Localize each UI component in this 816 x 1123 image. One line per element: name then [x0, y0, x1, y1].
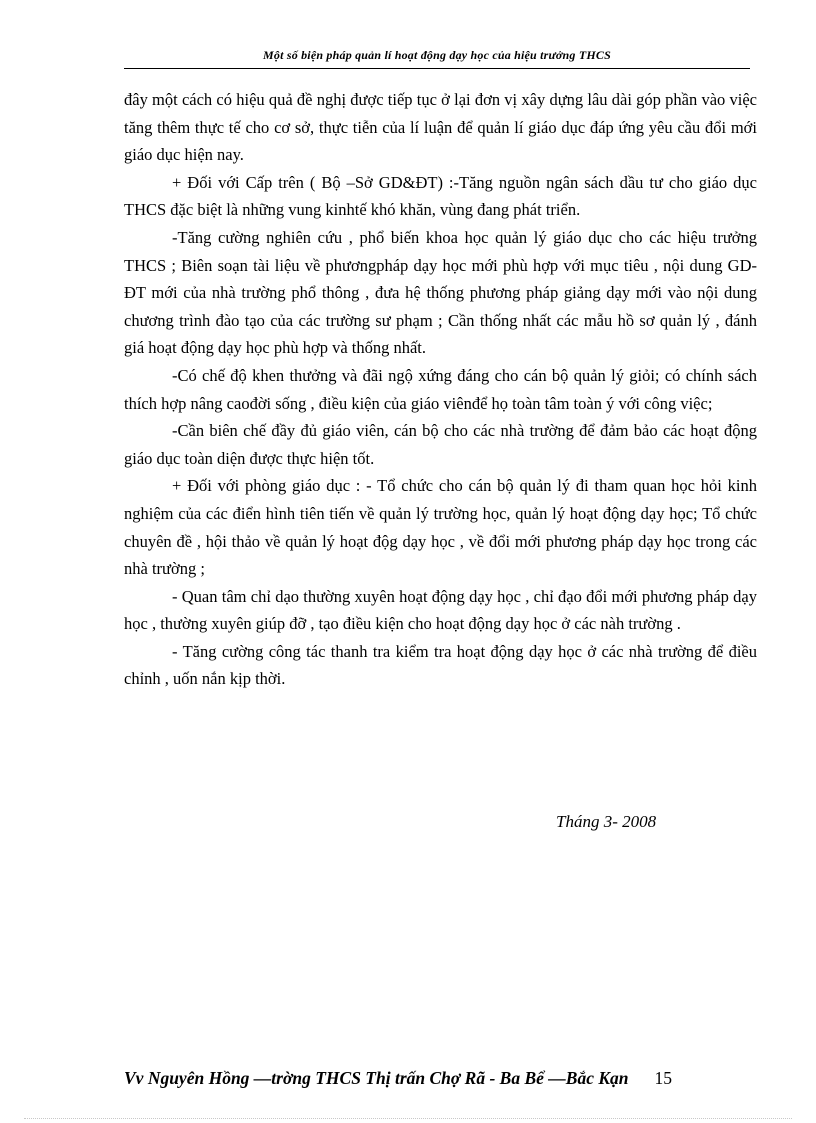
page-footer — [124, 1068, 744, 1089]
paragraph-2: + Đối với Cấp trên ( Bộ –Sở GD&ĐT) :-Tăng nguồn ngân sách dầu tư cho giáo dục THCS đặc biệt là những vung kinhtế khó khăn, vùng đang phát triển. — [124, 172, 757, 220]
document-body — [124, 86, 757, 693]
paragraph-6: + Đối với phòng giáo dục : - Tổ chức cho cán bộ quản lý đi tham quan học hỏi kinh nghiệm của các điển hình tiên tiến về quản lý trường học, quản lý hoạt động dạy học; Tổ chức chuyên đề , hội thảo về quản lý hoạt độg dạy học , về đổi mới phương pháp dạy học trong các nhà trường ; — [124, 476, 757, 579]
footer-divider — [24, 1118, 792, 1119]
footer-author-line: Vv Nguyên Hồng —trờng THCS Thị trấn Chợ Rã - Ba Bể —Bắc Kạn — [124, 1068, 629, 1088]
paragraph-4: -Có chế độ khen thưởng và đãi ngộ xứng đáng cho cán bộ quản lý giỏi; có chính sách thích hợp nâng caođời sống , điều kiện của giáo viênđể họ toàn tâm toàn ý với công việc; — [124, 365, 757, 413]
running-header-title: Một số biện pháp quản lí hoạt động dạy học của hiệu trưởng THCS — [263, 48, 611, 62]
document-date: Tháng 3- 2008 — [556, 812, 657, 831]
paragraph-8: - Tăng cường công tác thanh tra kiểm tra hoạt động dạy học ở các nhà trường để điều chỉnh , uốn nắn kịp thời. — [124, 641, 757, 689]
paragraph-3: -Tăng cường nghiên cứu , phổ biến khoa học quản lý giáo dục cho các hiệu trưởng THCS ; Biên soạn tài liệu về phươngpháp dạy học mới phù hợp với mục tiêu , nội dung GD-ĐT mới của nhà trường phổ thông , đưa hệ thống phương pháp giảng dạy mới vào nội dung chương trình đào tạo của các trường sư phạm ; Cần thống nhất các mẫu hồ sơ quản lý , đánh giá hoạt động dạy học phù hợp và thống nhất. — [124, 227, 757, 358]
page-number: 15 — [654, 1068, 672, 1088]
paragraph-7: - Quan tâm chỉ dạo thường xuyên hoạt động dạy học , chỉ đạo đổi mới phương pháp dạy học , thường xuyên giúp đỡ , tạo điều kiện cho hoạt động dạy học ở các nàh trường . — [124, 586, 757, 634]
paragraph-1: đây một cách có hiệu quả đề nghị được tiếp tục ở lại đơn vị xây dựng lâu dài góp phần vào việc tăng thêm thực tế cho cơ sở, thực tiễn của lí luận để quản lí giáo dục đáp ứng yêu cầu đổi mới giáo dục hiện nay. — [124, 90, 757, 165]
header-divider — [124, 68, 750, 69]
paragraph-5: -Cần biên chế đầy đủ giáo viên, cán bộ cho các nhà trường để đảm bảo các hoạt động giáo dục toàn diện được thực hiện tốt. — [124, 421, 757, 468]
